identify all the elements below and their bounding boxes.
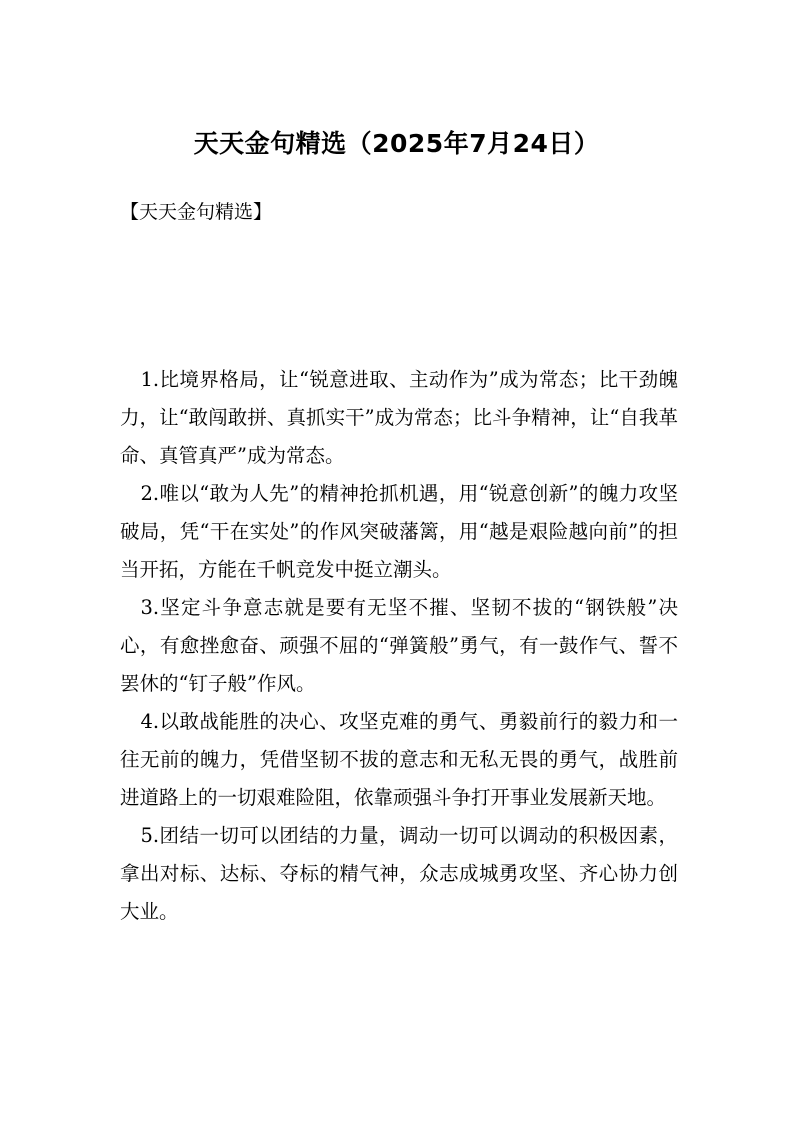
paragraph-5: 5.团结一切可以团结的力量，调动一切可以调动的积极因素，拿出对标、达标、夺标的精气神，众志成城勇攻坚、齐心协力创大业。	[120, 824, 678, 923]
document-subtitle: 【天天金句精选】	[120, 201, 273, 223]
paragraph-3: 3.坚定斗争意志就是要有无坚不摧、坚韧不拔的“钢铁般”决心，有愈挫愈奋、顽强不屈的“弹簧般”勇气，有一鼓作气、誓不罢休的“钉子般”作风。	[120, 596, 678, 695]
document-title: 天天金句精选（2025年7月24日）	[193, 129, 600, 158]
document-body	[120, 361, 678, 931]
paragraph-1: 1.比境界格局，让“锐意进取、主动作为”成为常态；比干劲魄力，让“敢闯敢拼、真抓实干”成为常态；比斗争精神，让“自我革命、真管真严”成为常态。	[120, 368, 678, 467]
paragraph-4: 4.以敢战能胜的决心、攻坚克难的勇气、勇毅前行的毅力和一往无前的魄力，凭借坚韧不拔的意志和无私无畏的勇气，战胜前进道路上的一切艰难险阻，依靠顽强斗争打开事业发展新天地。	[120, 710, 678, 809]
paragraph-2: 2.唯以“敢为人先”的精神抢抓机遇，用“锐意创新”的魄力攻坚破局，凭“干在实处”的作风突破藩篱，用“越是艰险越向前”的担当开拓，方能在千帆竞发中挺立潮头。	[120, 482, 678, 581]
